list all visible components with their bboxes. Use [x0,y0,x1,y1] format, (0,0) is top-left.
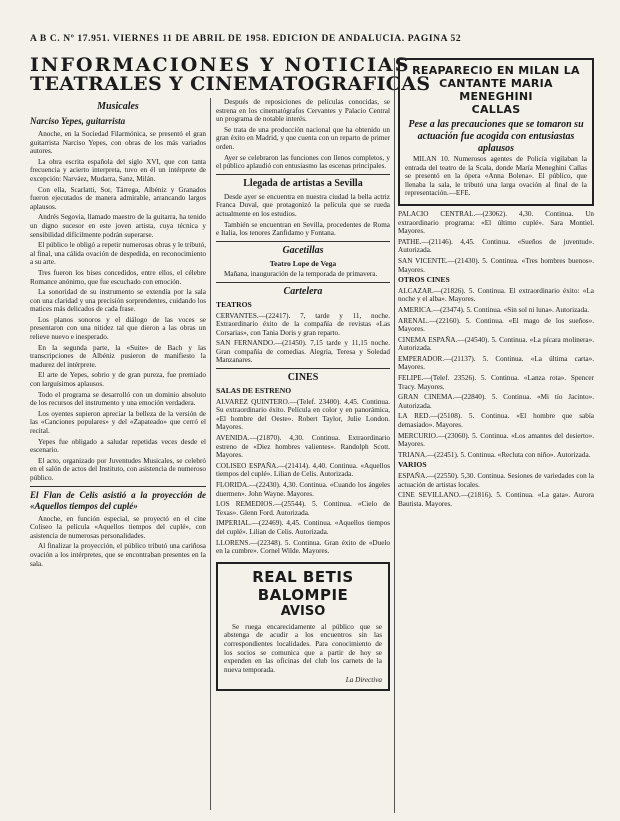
list-item: ALVAREZ QUINTERO.—(Telef. 23400). 4,45. Continua. Su extraordinario éxito. Película en color y en panorámica, «El hombre del Oeste». Robert Taylor, Julie London. Mayores. [216,397,390,432]
ad-text: Se ruega encarecidamente al público que se abstenga de acudir a los encuentros sin las correspondientes localidades. Para conocimiento de los socios se comunica que a partir de hoy se expenden en las oficinas del club los carnets de la nueva temporada. [224,622,382,674]
column-3 [398,58,594,813]
cines-heading: CINES [287,372,319,384]
column-1 [30,98,206,810]
list-item: FELIPE.—(Telef. 23526). 5. Continua. «Lanza rota». Spencer Tracy. Mayores. [398,374,594,391]
divider [216,368,390,369]
paragraph: Todo el programa se desarrolló con un dominio absoluto de los recursos del instrumento y una emoción verdadera. [30,390,206,408]
column-divider [394,58,395,813]
paragraph: El público le obligó a repetir numerosas obras y le tributó, al final, una cálida ovación de despedida, en reconocimiento a su arte. [30,241,206,267]
divider [216,174,390,175]
paragraph: También se encuentran en Sevilla, procedentes de Roma e Italia, los tenores Zanfidamo y Fontana. [216,220,390,238]
paragraph: Con ella, Scarlatti, Sor, Tárrega, Albéniz y Granados fueron ejecutados de manera admirable, arrancando largos aplausos. [30,185,206,211]
list-item: PALACIO CENTRAL.—(23062). 4,30. Continua. Un extraordinario programa: «El último cuplé». Sara Montiel. Mayores. [398,209,594,236]
list-item: FLORIDA.—(22430). 4,30. Continua. «Cuando los ángeles duermen». John Wayne. Mayores. [216,481,390,498]
otros-cines-heading: OTROS CINES [398,275,450,285]
salas-heading: SALAS DE ESTRENO [216,386,292,396]
paragraph: La sonoridad de su instrumento se extendía por la sala con una claridad y una precisión sorprendentes, cuidando los matices más delicados de cada frase. [30,288,206,314]
page-header-line: A B C. Nº 17.951. VIERNES 11 DE ABRIL DE 1958. EDICION DE ANDALUCIA. PAGINA 52 [30,34,462,44]
list-item: COLISEO ESPAÑA.—(21414). 4,40. Continua. «Aquellos tiempos del cuplé». Lilian de Celis. Autorizada. [216,461,390,479]
paragraph: Anoche, en la Sociedad Filarmónica, se presentó el gran guitarrista Narciso Yepes, con obras de los más variados autores. [30,130,206,156]
divider [216,282,390,283]
paragraph: Anoche, en función especial, se proyectó en el cine Coliseo la película «Aquellos tiempos del cuplé», con asistencia de numerosas personalidades. [30,514,206,540]
llegada-heading: Llegada de artistas a Sevilla [243,177,363,189]
gacetilla-title: Teatro Lope de Vega [269,258,337,268]
callas-subheading: Pese a las precauciones que se tomaron su actuación fue acogida con entusiastas aplausos [408,119,584,154]
paragraph: Ayer se celebraron las funciones con llenos completos, y el público aplaudió con entusiasmo las escenas principales. [216,153,390,171]
list-item: PATHE.—(21146). 4,45. Continua. «Sueños de juventud». Autorizada. [398,237,594,255]
paragraph: La obra escrita española del siglo XVI, que con tanta frecuencia y acierto interpreta, tuvo en él un intérprete de excepción: Narváez, Mudarra, Sanz, Milán. [30,157,206,183]
list-item: AMERICA.—(23474). 5. Continua. «Sin sol ni luna». Autorizada. [398,305,590,314]
list-item: ESPAÑA.—(22550). 5,30. Continua. Sesiones de variedades con la actuación de artistas locales. [398,472,594,489]
list-item: EMPERADOR.—(21137). 5. Continua. «La última carta». Mayores. [398,354,594,372]
gacetillas-heading: Gacetillas [282,244,324,256]
paragraph: Mañana, inauguración de la temporada de primavera. [224,270,378,279]
ad-signature: La Directiva [345,676,382,685]
list-item: SAN FERNANDO.—(21450). 7,15 tarde y 11,15 noche. Gran compañía de comedias. Alegría, Teresa y Soledad Manzanares. [216,339,390,365]
list-item: IMPERIAL.—(22469). 4,45. Continua. «Aquellos tiempos del cuplé». Lilian de Celis. Autorizada. [216,519,390,536]
section-title-line2: TEATRALES Y CINEMATOGRAFICAS [30,73,431,95]
paragraph: En la segunda parte, la «Suite» de Bach y las transcripciones de Albéniz pusieron de manifiesto la madurez del intérprete. [30,343,206,369]
column-2 [216,98,390,810]
list-item: CINEMA ESPAÑA.—(24540). 5. Continua. «La pícara molinera». Autorizada. [398,335,594,353]
list-item: MERCURIO.—(23060). 5. Continua. «Los amantes del desierto». Mayores. [398,431,594,449]
paragraph: Al finalizar la proyección, el público tributó una cariñosa ovación a los intérpretes, que se encontraban presentes en la sala. [30,542,206,568]
list-item: LOS REMEDIOS.—(25544). 5. Continua. «Cielo de Texas». Glenn Ford. Autorizada. [216,500,390,517]
cartelera-heading: Cartelera [283,285,323,297]
paragraph: Yepes fue obligado a saludar repetidas veces desde el escenario. [30,437,206,455]
paragraph: Andrés Segovia, llamado maestro de la guitarra, ha tenido un digno sucesor en este joven artista, cuya técnica y sensibilidad difícilmente podrán superarse. [30,213,206,239]
list-item: TRIANA.—(22451). 5. Continua. «Recluta con niño». Autorizada. [398,450,591,459]
list-item: ARENAL.—(22160). 5. Continua. «El mago de los sueños». Mayores. [398,316,594,334]
musicales-heading: Musicales [97,101,139,112]
paragraph: Después de reposiciones de películas conocidas, se estrena en los cinematógrafos Cervantes y Palacio Central un programa de notable interés. [216,98,390,124]
callas-heading-line2: CANTANTE MARIA MENEGHINI [439,77,553,103]
callas-heading-line3: CALLAS [471,103,521,116]
column-divider [210,98,211,810]
list-item: SAN VICENTE.—(21430). 5. Continua. «Tres hombres buenos». Mayores. [398,256,594,274]
betis-ad [216,562,390,691]
list-item: CINE SEVILLANO.—(21816). 5. Continua. «La gata». Aurora Bautista. Mayores. [398,491,594,508]
teatros-heading: TEATROS [216,299,252,309]
ad-subtitle: AVISO [280,603,326,619]
list-item: AVENIDA.—(21870). 4,30. Continua. Extraordinario estreno de «Diez hombres valientes». Randolph Scott. Mayores. [216,434,390,460]
list-item: CERVANTES.—(22417). 7, tarde y 11, noche. Extraordinario éxito de la compañía de revistas «Las Corsarias», con Tania Doris y gran reparto. [216,311,390,337]
divider [216,241,390,242]
paragraph: El arte de Yepes, sobrio y de gran pureza, fue premiado con larguísimos aplausos. [30,371,206,389]
celis-heading: El Flan de Celis asistió a la proyección de «Aquellos tiempos del cuplé» [30,489,206,511]
varios-heading: VARIOS [398,460,427,470]
paragraph: MILAN 10. Numerosos agentes de Policía vigilaban la entrada del teatro de la Scala, donde María Meneghini Callas se presentó en la ópera «Anna Bolena». El público, que llenaba la sala, le tributó una larga ovación al final de la representación.—EFE. [405,155,587,198]
paragraph: Los oyentes supieron apreciar la belleza de la versión de las «Canciones populares» y del «Zapateado» que cerró el recital. [30,409,206,435]
callas-box [398,58,594,206]
paragraph: El acto, organizado por Juventudes Musicales, se celebró en el salón de actos del Instituto, con asistencia de numeroso público. [30,456,206,482]
paragraph: Se trata de una producción nacional que ha obtenido un gran éxito en Madrid, y que cuenta con un reparto de primer orden. [216,125,390,151]
ad-title: REAL BETIS BALOMPIE [252,567,354,604]
paragraph: Tres fueron los bises concedidos, entre ellos, el célebre Romance anónimo, que fue escuchado con emoción. [30,268,206,286]
callas-heading-line1: REAPARECIO EN MILAN LA [412,64,580,77]
list-item: GRAN CINEMA.—(22840). 5. Continua. «Mi tío Jacinto». Autorizada. [398,393,594,410]
list-item: ALCAZAR.—(21826). 5. Continua. El extraordinario éxito: «La noche y el alba». Mayores. [398,286,594,304]
list-item: LA RED.—(25108). 5. Continua. «El hombre que sabía demasiado». Mayores. [398,412,594,430]
paragraph: Los planos sonoros y el diálogo de las voces se presentaron con una nitidez tal que dieron a las obras un relieve nuevo e inesperado. [30,315,206,342]
divider [30,486,206,487]
yepes-heading: Narciso Yepes, guitarrista [30,116,126,126]
section-title [30,54,431,95]
section-title-line1: INFORMACIONES Y NOTICIAS [30,54,411,76]
paragraph: Desde ayer se encuentra en nuestra ciudad la bella actriz Franca Duval, que protagonizó la película que se rueda actualmente en los estudios. [216,192,390,218]
list-item: LLORENS.—(22348). 5. Continua. Gran éxito de «Duelo en la cumbre». Cornel Wilde. Mayores. [216,538,390,556]
